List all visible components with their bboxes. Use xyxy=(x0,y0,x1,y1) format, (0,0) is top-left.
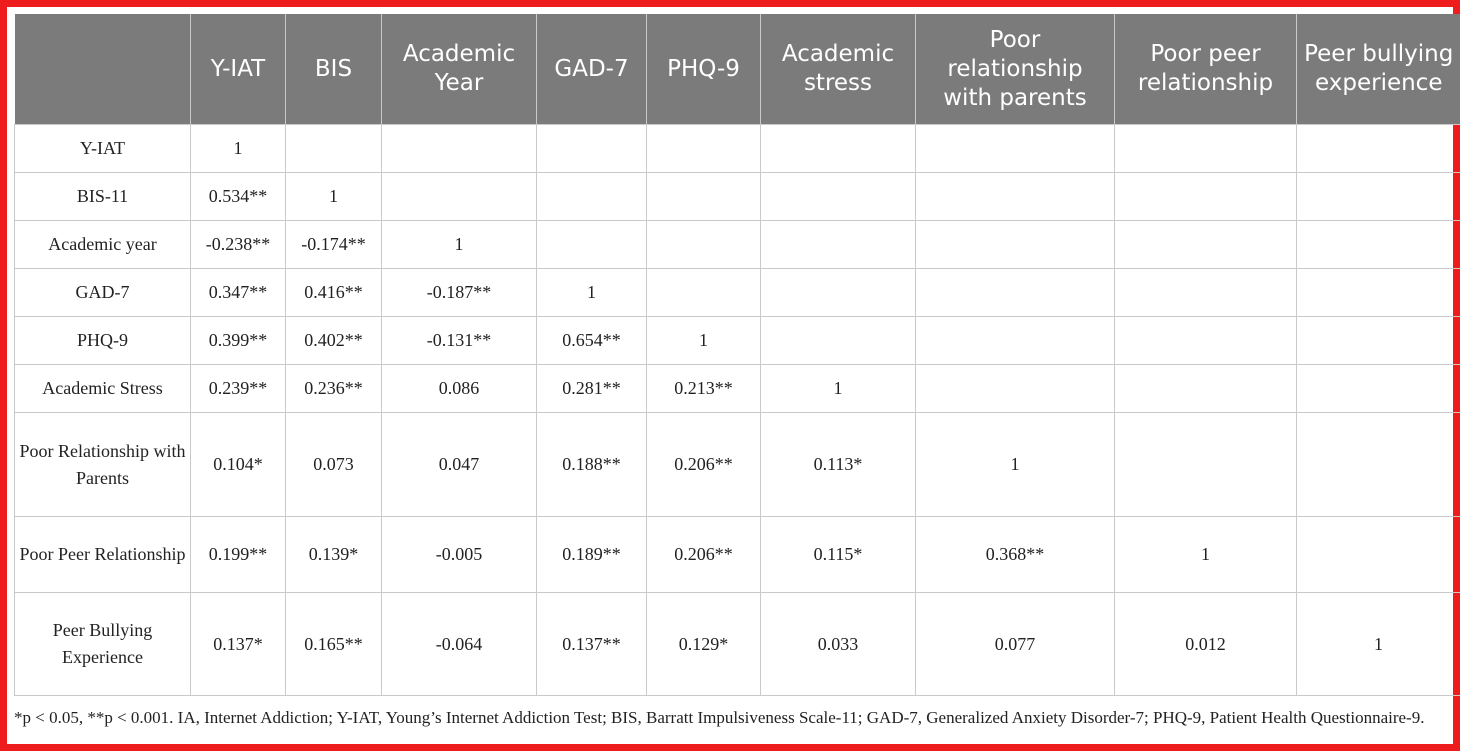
table-cell: 0.086 xyxy=(382,365,537,413)
row-label: Peer Bullying Experience xyxy=(15,593,191,696)
row-label: GAD-7 xyxy=(15,269,191,317)
table-cell xyxy=(1297,365,1460,413)
table-cell: 0.399** xyxy=(191,317,286,365)
table-cell: 0.654** xyxy=(537,317,647,365)
table-cell: 1 xyxy=(286,173,382,221)
table-cell xyxy=(1297,413,1460,517)
table-cell: 0.236** xyxy=(286,365,382,413)
header-cell-bis: BIS xyxy=(286,14,382,125)
header-cell-phq-9: PHQ-9 xyxy=(647,14,761,125)
table-row xyxy=(15,593,1460,696)
table-cell: -0.174** xyxy=(286,221,382,269)
table-cell xyxy=(1115,269,1297,317)
table-footnote: *p < 0.05, **p < 0.001. IA, Internet Addiction; Y-IAT, Young’s Internet Addiction Test; BIS, Barratt Impulsiveness Scale-11; GAD-7, Generalized Anxiety Disorder-7; PHQ-9, Patient Health Questionnaire-9. xyxy=(14,708,1425,727)
table-cell: 1 xyxy=(537,269,647,317)
table-cell: 0.165** xyxy=(286,593,382,696)
table-cell: 0.213** xyxy=(647,365,761,413)
table-cell: 0.077 xyxy=(916,593,1115,696)
table-cell xyxy=(761,173,916,221)
table-cell xyxy=(1297,269,1460,317)
table-cell xyxy=(537,221,647,269)
table-cell xyxy=(916,221,1115,269)
table-cell: -0.064 xyxy=(382,593,537,696)
table-cell xyxy=(916,365,1115,413)
table-cell xyxy=(537,125,647,173)
table-cell: -0.131** xyxy=(382,317,537,365)
table-row xyxy=(15,269,1460,317)
table-cell: 0.137* xyxy=(191,593,286,696)
table-cell xyxy=(286,125,382,173)
table-cell: 0.239** xyxy=(191,365,286,413)
table-cell xyxy=(1115,125,1297,173)
correlation-table xyxy=(14,14,1460,696)
table-row xyxy=(15,221,1460,269)
table-cell: 0.073 xyxy=(286,413,382,517)
table-cell xyxy=(1297,517,1460,593)
table-cell: 0.281** xyxy=(537,365,647,413)
table-cell xyxy=(1115,221,1297,269)
header-cell-y-iat: Y-IAT xyxy=(191,14,286,125)
row-label: Academic Stress xyxy=(15,365,191,413)
table-cell: 0.012 xyxy=(1115,593,1297,696)
header-cell-corner xyxy=(15,14,191,125)
table-cell: 0.402** xyxy=(286,317,382,365)
header-cell-poor-peer-relationship: Poor peer relationship xyxy=(1115,14,1297,125)
table-row xyxy=(15,125,1460,173)
table-cell: 1 xyxy=(916,413,1115,517)
table-cell: 1 xyxy=(191,125,286,173)
table-cell xyxy=(916,173,1115,221)
table-cell: 0.199** xyxy=(191,517,286,593)
row-label: PHQ-9 xyxy=(15,317,191,365)
table-cell xyxy=(382,173,537,221)
table-cell: 1 xyxy=(1115,517,1297,593)
table-cell xyxy=(1115,173,1297,221)
table-cell xyxy=(647,221,761,269)
table-cell: 0.047 xyxy=(382,413,537,517)
header-cell-gad-7: GAD-7 xyxy=(537,14,647,125)
table-cell: 0.113* xyxy=(761,413,916,517)
table-cell xyxy=(537,173,647,221)
table-cell: 1 xyxy=(647,317,761,365)
table-cell: 1 xyxy=(382,221,537,269)
table-cell: 0.368** xyxy=(916,517,1115,593)
table-cell: 0.347** xyxy=(191,269,286,317)
table-cell xyxy=(761,317,916,365)
table-cell xyxy=(1115,317,1297,365)
table-cell xyxy=(1297,221,1460,269)
row-label: Poor Peer Relationship xyxy=(15,517,191,593)
table-cell xyxy=(382,125,537,173)
table-cell: 0.206** xyxy=(647,413,761,517)
table-cell xyxy=(761,125,916,173)
row-label: BIS-11 xyxy=(15,173,191,221)
table-cell: -0.005 xyxy=(382,517,537,593)
table-cell xyxy=(1297,317,1460,365)
table-row xyxy=(15,517,1460,593)
header-cell-peer-bullying-experience: Peer bullying experience xyxy=(1297,14,1460,125)
table-cell: 0.189** xyxy=(537,517,647,593)
row-label: Academic year xyxy=(15,221,191,269)
table-cell: 0.033 xyxy=(761,593,916,696)
table-cell xyxy=(1297,125,1460,173)
table-cell: 0.139* xyxy=(286,517,382,593)
table-cell: 1 xyxy=(761,365,916,413)
header-cell-academic-year: Academic Year xyxy=(382,14,537,125)
table-cell xyxy=(916,269,1115,317)
table-cell: 0.534** xyxy=(191,173,286,221)
table-cell: 1 xyxy=(1297,593,1460,696)
table-cell xyxy=(647,173,761,221)
table-row xyxy=(15,365,1460,413)
table-cell xyxy=(1115,365,1297,413)
header-row xyxy=(15,14,1460,125)
table-cell xyxy=(647,125,761,173)
table-cell xyxy=(916,317,1115,365)
table-row xyxy=(15,413,1460,517)
header-cell-academic-stress: Academic stress xyxy=(761,14,916,125)
table-cell: 0.115* xyxy=(761,517,916,593)
table-cell: -0.238** xyxy=(191,221,286,269)
table-cell xyxy=(647,269,761,317)
table-cell xyxy=(1115,413,1297,517)
table-cell: 0.206** xyxy=(647,517,761,593)
table-cell: 0.104* xyxy=(191,413,286,517)
table-row xyxy=(15,173,1460,221)
table-cell xyxy=(761,221,916,269)
table-cell: -0.187** xyxy=(382,269,537,317)
row-label: Y-IAT xyxy=(15,125,191,173)
table-cell: 0.188** xyxy=(537,413,647,517)
table-cell xyxy=(761,269,916,317)
table-cell xyxy=(916,125,1115,173)
table-cell: 0.416** xyxy=(286,269,382,317)
table-cell: 0.137** xyxy=(537,593,647,696)
table-cell xyxy=(1297,173,1460,221)
header-cell-poor-relationship-with-parents: Poor relationship with parents xyxy=(916,14,1115,125)
row-label: Poor Relationship with Parents xyxy=(15,413,191,517)
table-cell: 0.129* xyxy=(647,593,761,696)
table-row xyxy=(15,317,1460,365)
